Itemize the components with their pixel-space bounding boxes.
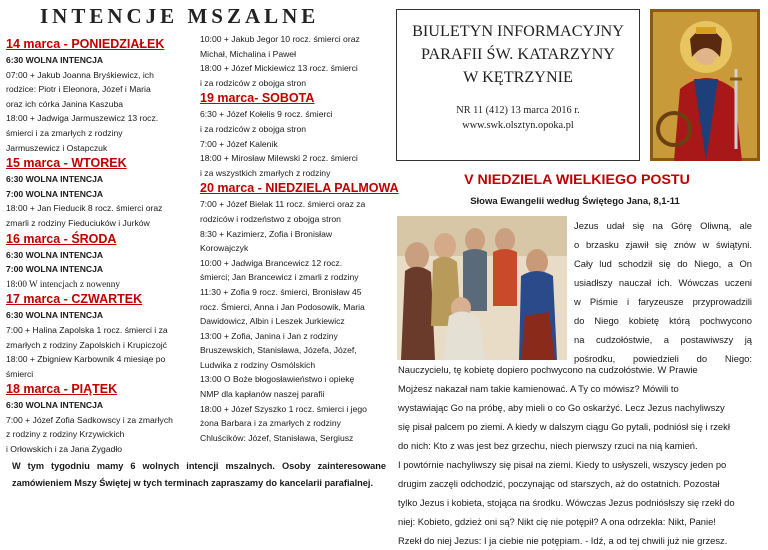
gospel-line: w Piśmie i faryzeusze przyprowadzili — [574, 296, 752, 307]
gospel-line: do nich: Kto z was jest bez grzechu, niech pierwszy rzuci na nią kamień. — [398, 440, 698, 451]
intention-line: Dawidowicz, Albin i Leszek Jurkiewicz — [200, 316, 345, 327]
gospel-text-wrapped — [574, 216, 752, 368]
intention-line: i Orłowskich i za Jana Żygadło — [6, 444, 123, 455]
gospel-line: pośrodku, powiedzieli do Niego: — [574, 353, 752, 364]
intention-line: Michał, Michalina i Paweł — [200, 48, 296, 59]
intention-line: 18:00 + Zbigniew Karbownik 4 miesiąe po — [6, 354, 166, 365]
sunday-title: V NIEDZIELA WIELKIEGO POSTU — [464, 172, 690, 188]
intention-line: śmierci — [6, 368, 34, 379]
intention-line: 6:30 WOLNA INTENCJA — [6, 55, 104, 65]
gospel-line: Cały lud schodził się do Niego, a On — [574, 258, 752, 269]
intention-line: 7:00 + Halina Zapolska 1 rocz. śmierci i za — [6, 324, 168, 335]
day-heading: 15 marca - WTOREK — [6, 156, 127, 171]
intention-line: 6:30 WOLNA INTENCJA — [6, 174, 104, 185]
intention-line: oraz ich córka Janina Kaszuba — [6, 98, 124, 109]
intention-line: 18:00 + Józef Mickiewicz 13 rocz. śmierci — [200, 63, 358, 74]
intention-line: 7:00 WOLNA INTENCJA — [6, 264, 104, 275]
gospel-line: drugim zaczęli odchodzić, poczynając od starszych, aż do ostatnich. Pozostał — [398, 478, 720, 489]
gospel-line: niej: Kobieto, gdzież oni są? Nikt cię nie potępił? A ona odrzekła: Nikt, Panie! — [398, 516, 716, 527]
day-heading: 20 marca - NIEDZIELA PALMOWA — [200, 181, 399, 196]
gospel-line: wystawiając Go na próbę, aby mieli o co Go oskarżyć. Lecz Jezus nachyliwszy — [398, 402, 725, 413]
intention-line: 6:30 + Józef Kołelis 9 rocz. śmierci — [200, 109, 333, 120]
saint-catherine-icon — [650, 9, 760, 161]
intention-line: i za rodziców z obojga stron — [200, 77, 307, 88]
day-heading: 14 marca - PONIEDZIAŁEK — [6, 37, 165, 51]
intention-line: 8:30 + Kazimierz, Zofia i Bronisław — [200, 228, 333, 239]
intention-line: 7:00 WOLNA INTENCJA — [6, 188, 104, 199]
intention-line: NMP dla kapłanów naszej parafii — [200, 389, 325, 400]
intention-line: 6:30 WOLNA INTENCJA — [6, 249, 104, 260]
intention-line: 13:00 O Boże błogosławieństwo i opiekę — [200, 374, 355, 385]
intention-line: rocz. Śmierci, Anna i Jan Podosowik, Maria — [200, 301, 365, 312]
intention-line: 7:00 + Józef Bielak 11 rocz. śmierci oraz za — [200, 199, 366, 210]
intention-line: Bruszewskich, Stanisława, Józefa, Józef, — [200, 345, 357, 356]
parish-website: www.swk.olsztyn.opoka.pl — [462, 120, 574, 131]
gospel-line: Nauczycielu, tę kobietę dopiero pochwycono na cudzołóstwie. W Prawie — [398, 364, 698, 375]
gospel-line: na cudzołóstwie, a postawiwszy ją — [574, 334, 752, 345]
intention-line: Chluścików: Józef, Stanisława, Sergiusz — [200, 432, 354, 443]
day-heading: 19 marca- SOBOTA — [200, 91, 315, 106]
gospel-line: I powtórnie nachyliwszy się pisał na ziemi. Kiedy to usłyszeli, wszyscy jeden po — [398, 459, 727, 470]
intention-line: żona Barbara i za zmarłych z rodziny — [200, 418, 341, 429]
gospel-line: o brzasku zjawił się znów w świątyni. — [574, 239, 752, 250]
intention-line: 18:00 + Józef Szyszko 1 rocz. śmierci i jego — [200, 403, 367, 414]
intention-line: śmierci; Jan Brancewicz i zmarli z rodziny — [200, 272, 359, 283]
day-heading: 18 marca - PIĄTEK — [6, 382, 118, 397]
day-heading: 17 marca - CZWARTEK — [6, 292, 143, 307]
issue-number: NR 11 (412) 13 marca 2016 r. — [456, 105, 580, 116]
day-heading: 16 marca - ŚRODA — [6, 231, 117, 246]
intention-line: 7:00 + Józef Kalenik — [200, 138, 278, 149]
intention-line: Ludwika z rodziny Osmólskich — [200, 359, 316, 370]
intention-line: z rodziny z rodziny Krzywickich — [6, 429, 125, 440]
intention-line: rodzice: Piotr i Eleonora, Józef i Maria — [6, 84, 151, 95]
intention-line: 6:30 WOLNA INTENCJA — [6, 310, 104, 321]
intention-line: 7:00 + Józef Zofia Sadkowscy i za zmarłych — [6, 414, 173, 425]
intention-line: zmarli z rodziny Fieduciuków i Jurków — [6, 217, 150, 228]
intention-line: 10:00 + Jakub Jegor 10 rocz. śmierci oraz — [200, 34, 360, 44]
gospel-line: Rzekł do niej Jezus: I ja ciebie nie potępiam. - Idź, a od tej chwili już nie grzesz. — [398, 535, 728, 546]
intention-line: 18:00 + Jan Fieducik 8 rocz. śmierci oraz — [6, 203, 163, 214]
bulletin-header-box — [396, 9, 640, 161]
intention-line: zmarłych z rodziny Zapolskich i Krupiczojć — [6, 339, 167, 350]
bulletin-title-line2: PARAFII ŚW. KATARZYNY — [420, 45, 616, 63]
gospel-heading: Słowa Ewangelii według Świętego Jana, 8,1-11 — [470, 196, 680, 207]
intention-line: 18:00 + Mirosław Milewski 2 rocz. śmierci — [200, 153, 358, 164]
gospel-line: się pisał palcem po ziemi. A kiedy w dalszym ciągu Go pytali, podniósł się i rzekł — [398, 421, 730, 432]
intention-line: i za wszystkich zmarłych z rodziny — [200, 167, 331, 178]
page-title: INTENCJE MSZALNE — [40, 4, 320, 28]
intention-line: 18:00 + Jadwiga Jarmuszewicz 13 rocz. — [6, 113, 159, 124]
gospel-illustration — [397, 216, 567, 360]
intention-line: Korowajczyk — [200, 243, 249, 254]
intention-line: 07:00 + Jakub Joanna Bryśkiewicz, ich — [6, 69, 154, 80]
intentions-left-column — [6, 36, 196, 457]
bulletin-title-line1: BIULETYN INFORMACYJNY — [412, 22, 624, 40]
intention-line: 6:30 WOLNA INTENCJA — [6, 400, 104, 411]
gospel-line: do Niego kobietę którą pochwycono — [574, 315, 752, 326]
intention-line: rodziców i rodzeństwo z obojga stron — [200, 213, 341, 224]
intention-line: 10:00 + Jadwiga Brancewicz 12 rocz. — [200, 257, 343, 268]
intention-line: 13:00 + Zofia, Janina i Jan z rodziny — [200, 330, 338, 341]
free-intentions-notice: W tym tygodniu mamy 6 wolnych intencji mszalnych. Osoby zainteresowane zamówieniem Mszy Świętej w tych terminach zapraszamy do kancelarii parafialnej. — [12, 461, 386, 488]
gospel-text-full — [398, 360, 754, 550]
intentions-middle-column — [200, 32, 399, 445]
gospel-line: Jezus udał się na Górę Oliwną, ale — [574, 220, 752, 231]
intention-line: 11:30 + Zofia 9 rocz. śmierci, Bronisław 45 — [200, 286, 362, 297]
intention-line: i za rodziców z obojga stron — [200, 123, 307, 134]
bulletin-title-line3: W KĘTRZYNIE — [463, 68, 573, 86]
intention-line: 18:00 W intencjach z nowenny — [6, 278, 120, 289]
gospel-line: tylko Jezus i kobieta, stojąca na środku. Wówczas Jezus podniósłszy się rzekł do — [398, 497, 735, 508]
gospel-line: usiadłszy nauczał ich. Wówczas uczeni — [574, 277, 752, 288]
intention-line: śmierci i za zmarłych z rodziny — [6, 127, 123, 138]
intention-line: Jarmuszewicz i Ostapczuk — [6, 142, 108, 153]
gospel-line: Mojżesz nakazał nam takie kamienować. A Ty co mówisz? Mówili to — [398, 383, 679, 394]
